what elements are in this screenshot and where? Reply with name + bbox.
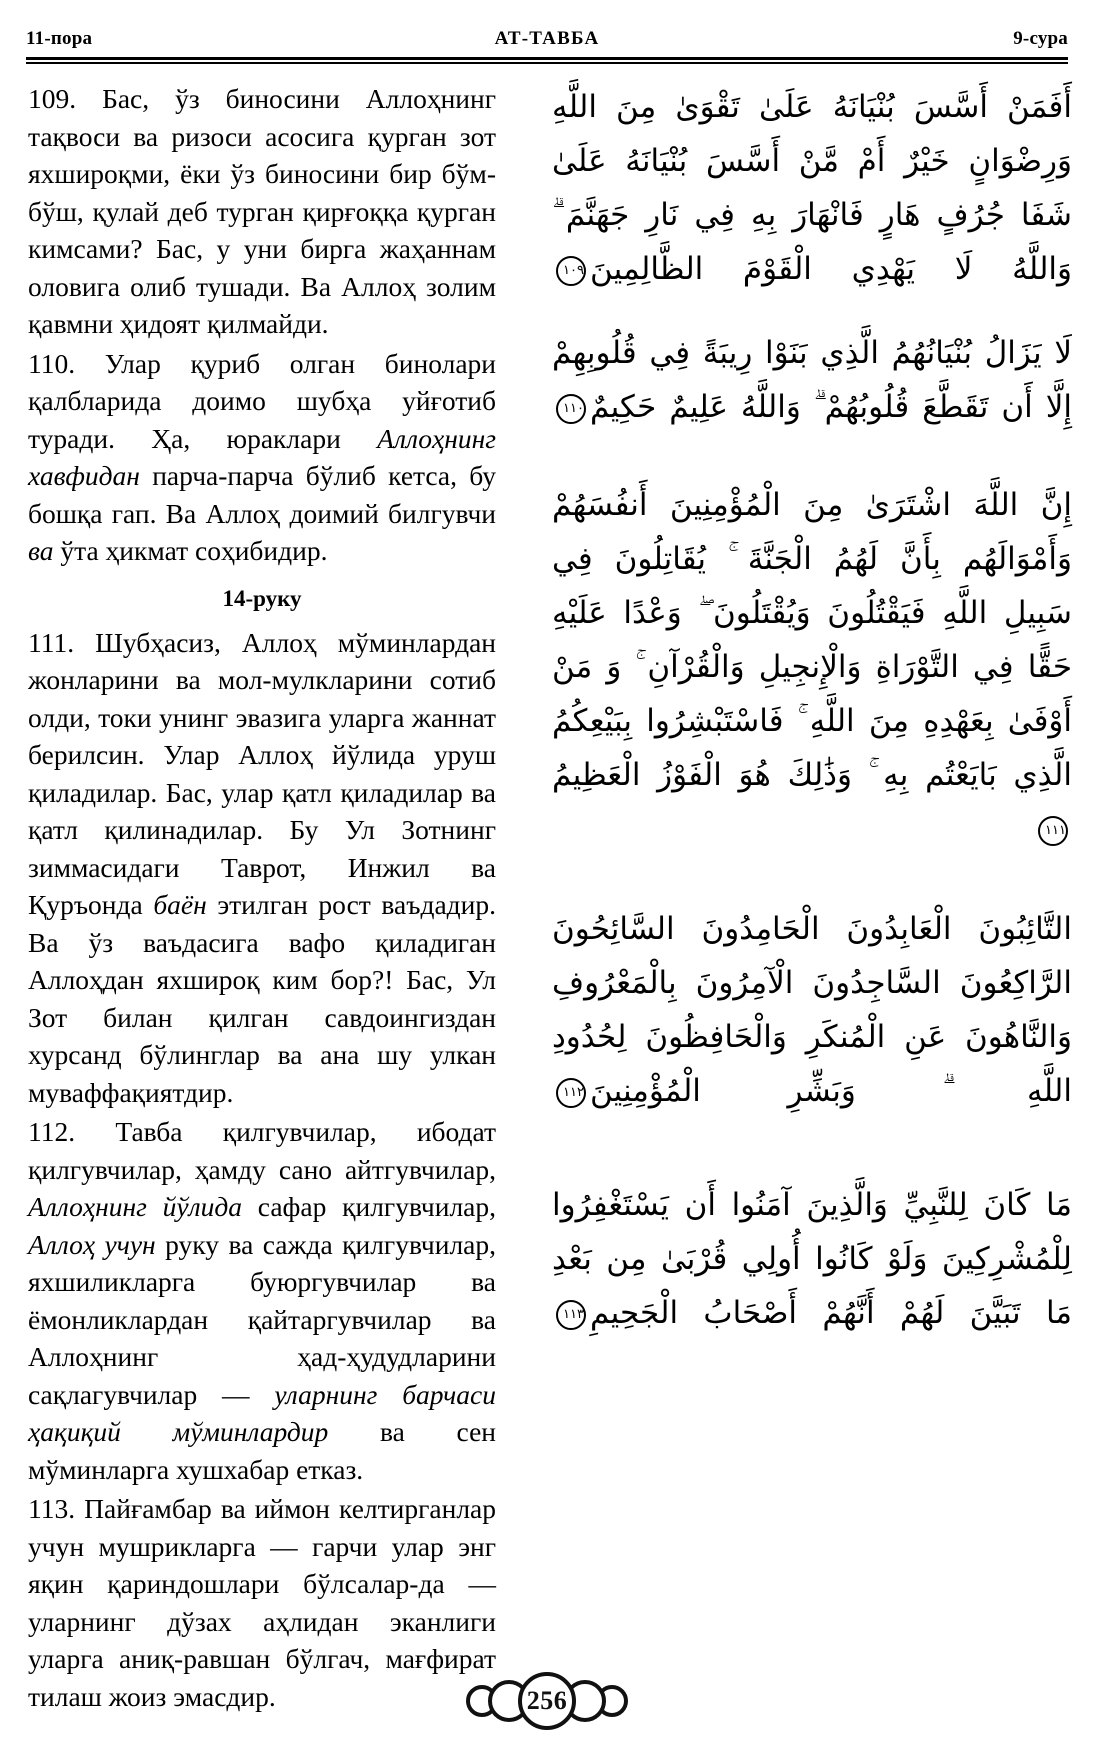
verse-text-110-emph1: Аллоҳнинг хавфидан [28, 422, 496, 491]
verse-text-111-part2: этилган рост ваъдадир. Ва ўз ваъдасига вафо қиладиган Аллоҳдан яхшироқ ким бор?! Бас, Ул Зот билан қилган савдоингиздан хурсанд бўлинглар ва ана шу улкан муваффақиятдир. [28, 889, 496, 1108]
ayah-line: وَبَشِّرِ الْمُؤْمِنِينَ [590, 1073, 856, 1109]
ayah-line: أُولِي قُرْبَىٰ مِن بَعْدِ مَا تَبَيَّنَ لَهُمْ أَنَّهُمْ [552, 1241, 1073, 1331]
ayah-block-112 [552, 902, 1072, 1118]
ayah-end-marker-111: ١١١ [1038, 816, 1068, 846]
ayah-end-marker-110: ١١٠ [556, 394, 586, 424]
ayah-line: أَنفُسَهُمْ وَأَمْوَالَهُم بِأَنَّ لَهُمُ [552, 487, 1072, 577]
page-footer [0, 1670, 1094, 1742]
verse-text-111-part1: Шубҳасиз, Аллоҳ мўминлардан жонларини ва мол-мулкларини сотиб олди, токи унинг эвазига уларга жаннат берилсин. Улар Аллоҳ йўлида уруш қиладилар. Бас, улар қатл қиладилар ва қатл қилинадилар. Бу Ул Зотнинг зиммасидаги Таврот, Инжил ва Қуръонда [28, 626, 496, 920]
verse-number-111: 111. [28, 626, 75, 658]
ayah-line: الْآمِرُونَ بِالْمَعْرُوفِ وَالنَّاهُونَ [552, 965, 1072, 1055]
ayah-line: السَّائِحُونَ الرَّاكِعُونَ السَّاجِدُونَ [552, 911, 1072, 1001]
ayah-line: هُوَ الْفَوْزُ الْعَظِيمُ [552, 757, 771, 793]
ayah-line: فَيَقْتُلُونَ وَيُقْتَلُونَ ۖ وَعْدًا عَلَيْهِ حَقًّا [552, 595, 1073, 685]
verse-number-110: 110. [28, 347, 76, 379]
ayah-block-113 [552, 1178, 1072, 1340]
verse-110 [28, 345, 496, 570]
verse-112 [28, 1113, 496, 1488]
arabic-column [552, 80, 1072, 1340]
juz-label: 11-пора [26, 28, 93, 49]
ayah-line: إِنَّ اللَّهَ اشْتَرَىٰ مِنَ الْمُؤْمِنِينَ [669, 487, 1073, 523]
ayah-line: اللَّهِ وَرِضْوَانٍ خَيْرٌ أَمْ مَّنْ أَسَّسَ [552, 89, 1073, 179]
verse-text-110-part3: ўта ҳикмат соҳибидир. [53, 535, 328, 566]
verse-text-112-part4: ва сен мўминларга хушхабар етказ. [28, 1416, 497, 1485]
verse-text-110-emph2: ва [28, 535, 54, 566]
ayah-end-marker-112: ١١٢ [556, 1078, 586, 1108]
ayah-line: لَا يَزَالُ بُنْيَانُهُمُ الَّذِي بَنَوْا رِيبَةً [702, 335, 1072, 371]
ayah-line: التَّائِبُونَ الْعَابِدُونَ الْحَامِدُونَ [701, 911, 1072, 947]
ayah-line: يَسْتَغْفِرُوا لِلْمُشْرِكِينَ وَلَوْ كَانُوا [552, 1187, 1072, 1277]
verse-text-112-emph3: уларнинг барчаси ҳақиқий мўминлардир [28, 1378, 496, 1447]
ayah-line: أَفَمَنْ أَسَّسَ بُنْيَانَهُ عَلَىٰ تَقْوَىٰ مِنَ [616, 89, 1072, 125]
translation-column [28, 80, 496, 1717]
ayah-line: أَصْحَابُ الْجَحِيمِ [590, 1295, 798, 1331]
ayah-block-109 [552, 80, 1072, 296]
ruku-heading: 14-руку [222, 585, 302, 611]
ayah-line: مَا كَانَ لِلنَّبِيِّ وَالَّذِينَ آمَنُوا أَن [684, 1187, 1072, 1223]
verse-number-109: 109. [28, 83, 77, 114]
verse-text-112-part3: руку ва сажда қилгувчилар, яхшиликларга буюргувчилар ва ёмонликлардан қайтаргувчилар ва Аллоҳнинг ҳад-ҳудудларини сақлагувчилар — [28, 1228, 497, 1410]
folio-ornament [462, 1670, 632, 1732]
verse-text-110-part2: парча-парча бўлиб кетса, бу бошқа гап. Ва Аллоҳ доимий билгувчи [28, 460, 496, 529]
verse-text-112-part2: сафар қилгувчилар, [242, 1191, 496, 1222]
ayah-end-marker-113: ١١٣ [556, 1300, 586, 1330]
verse-text-109: Бас, ўз биносини Аллоҳнинг тақвоси ва ризоси асосига қурган зот яхшироқми, ёки ўз биносини бир бўм-бўш, қулай деб турган қирғоққа қурган кимсами? Бас, у уни бирга жаҳаннам оловига олиб тушади. Ва Аллоҳ золим қавмни ҳидоят қилмайди. [28, 83, 496, 339]
verse-109 [28, 80, 496, 343]
ayah-line: بُنْيَانَهُ عَلَىٰ شَفَا جُرُفٍ هَارٍ فَانْهَارَ [552, 143, 1072, 233]
verse-text-110-part1: Улар қуриб олган бинолари қалбларида доимо шубҳа уйғотиб туради. Ҳа, юраклари [28, 347, 496, 454]
ayah-block-111 [552, 478, 1072, 856]
surah-number-label: 9-сура [1013, 28, 1068, 49]
ayah-line: فِي التَّوْرَاةِ وَالْإِنجِيلِ وَالْقُرْآنِ ۚ وَ [606, 649, 1014, 685]
ayah-line: بِبَيْعِكُمُ الَّذِي بَايَعْتُم بِهِ ۚ وَذَٰلِكَ [552, 703, 1072, 793]
verse-text-113: Пайғамбар ва иймон келтирганлар учун мушрикларга — гарчи улар энг яқин қариндошлари бўлсалар-да — уларнинг дўзах аҳлидан эканлиги уларга аниқ-равшан бўлгач, мағфират тилаш жоиз эмасдир. [28, 1493, 497, 1712]
surah-title: АТ-ТАВБА [494, 28, 600, 49]
ayah-line: الْجَنَّةَ ۚ يُقَاتِلُونَ فِي سَبِيلِ اللَّهِ [552, 541, 1072, 631]
header-rule-thick [26, 57, 1068, 60]
ayah-line: عَنِ الْمُنكَرِ وَالْحَافِظُونَ لِحُدُودِ اللَّهِ ۗ [552, 1019, 1072, 1109]
ayah-line: مَنْ أَوْفَىٰ بِعَهْدِهِ مِنَ اللَّهِ ۚ فَاسْتَبْشِرُوا [552, 649, 1072, 739]
ayah-end-marker-109: ١٠٩ [556, 256, 586, 286]
ayah-block-110 [552, 326, 1072, 434]
verse-number-112: 112. [28, 1116, 76, 1147]
ayah-line: وَاللَّهُ عَلِيمٌ حَكِيمٌ [590, 389, 801, 425]
verse-111 [28, 624, 496, 1112]
verse-text-112-emph1: Аллоҳнинг йўлида [28, 1191, 242, 1222]
verse-text-112-part1: Тавба қилгувчилар, ибодат қилгувчилар, ҳамду сано айтгувчилар, [28, 1116, 496, 1185]
page-number: 256 [526, 1686, 568, 1715]
verse-text-111-emph1: баён [153, 889, 207, 920]
header-divider [26, 57, 1068, 64]
header-rule-thin [26, 62, 1068, 64]
ayah-line: الْقَوْمَ الظَّالِمِينَ [590, 251, 812, 287]
ayah-line: فِي قُلُوبِهِمْ إِلَّا أَن تَقَطَّعَ قُلُوبُهُمْ ۗ [552, 335, 1072, 425]
verse-text-112-emph2: Аллоҳ учун [28, 1228, 156, 1260]
ayah-line: بِهِ فِي نَارِ جَهَنَّمَ ۗ وَاللَّهُ لَا يَهْدِي [552, 197, 1072, 287]
verse-number-113: 113. [28, 1493, 76, 1524]
